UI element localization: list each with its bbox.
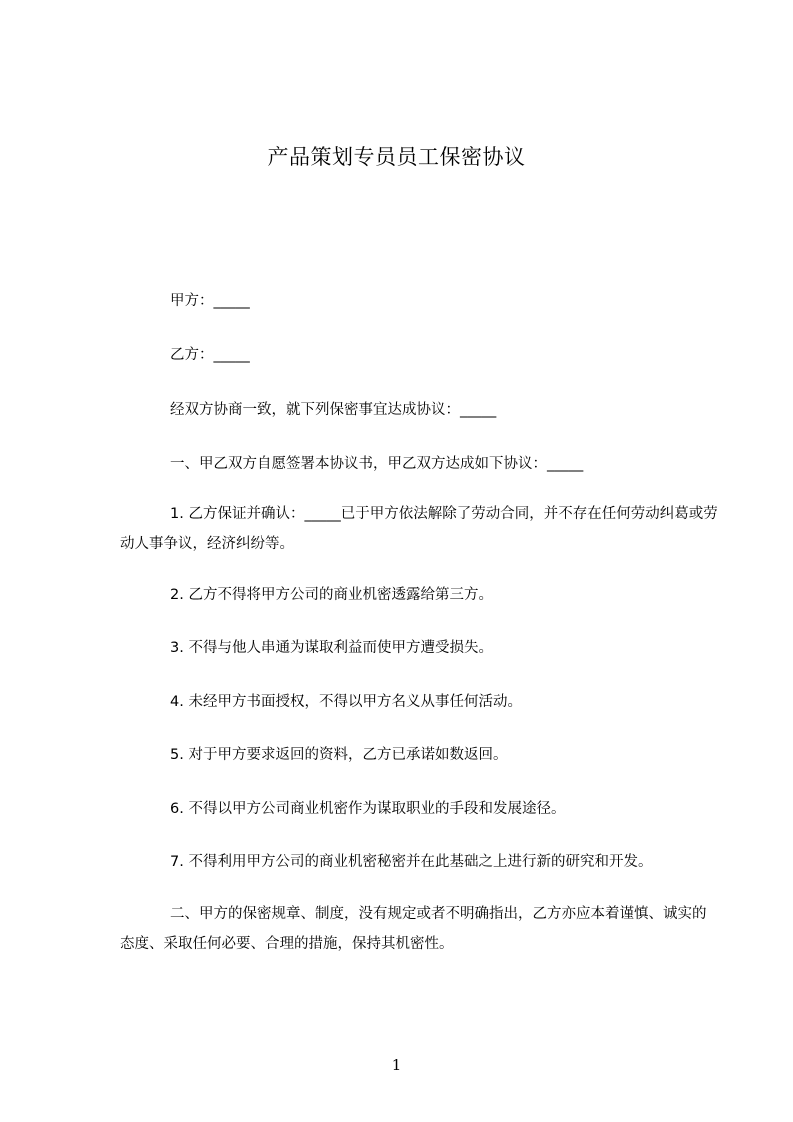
- intro-paragraph: 经双方协商一致，就下列保密事宜达成协议：_____: [170, 402, 497, 418]
- page-number: 1: [391, 1056, 402, 1074]
- clause-item-7: 7. 不得利用甲方公司的商业机密秘密并在此基础之上进行新的研究和开发。: [170, 854, 653, 870]
- section-2-paragraph: 二、甲方的保密规章、制度，没有规定或者不明确指出，乙方亦应本着谨慎、诚实的态度、采取任何必要、合理的措施，保持其机密性。: [120, 906, 707, 952]
- document-title: 产品策划专员员工保密协议: [267, 145, 526, 169]
- party-b-line: 乙方：_____: [170, 347, 250, 363]
- clause-item-4: 4. 未经甲方书面授权，不得以甲方名义从事任何活动。: [170, 694, 522, 710]
- clause-item-3: 3. 不得与他人串通为谋取利益而使甲方遭受损失。: [170, 640, 493, 656]
- party-a-line: 甲方：_____: [170, 293, 250, 309]
- section-1-heading: 一、甲乙双方自愿签署本协议书，甲乙双方达成如下协议：_____: [170, 456, 584, 472]
- clause-item-5: 5. 对于甲方要求返回的资料，乙方已承诺如数返回。: [170, 747, 508, 763]
- clause-item-6: 6. 不得以甲方公司商业机密作为谋取职业的手段和发展途径。: [170, 801, 566, 817]
- clause-item-2: 2. 乙方不得将甲方公司的商业机密透露给第三方。: [170, 587, 493, 603]
- clause-item-1: 1. 乙方保证并确认：_____已于甲方依法解除了劳动合同，并不存在任何劳动纠葛或劳动人事争议，经济纠纷等。: [120, 506, 718, 552]
